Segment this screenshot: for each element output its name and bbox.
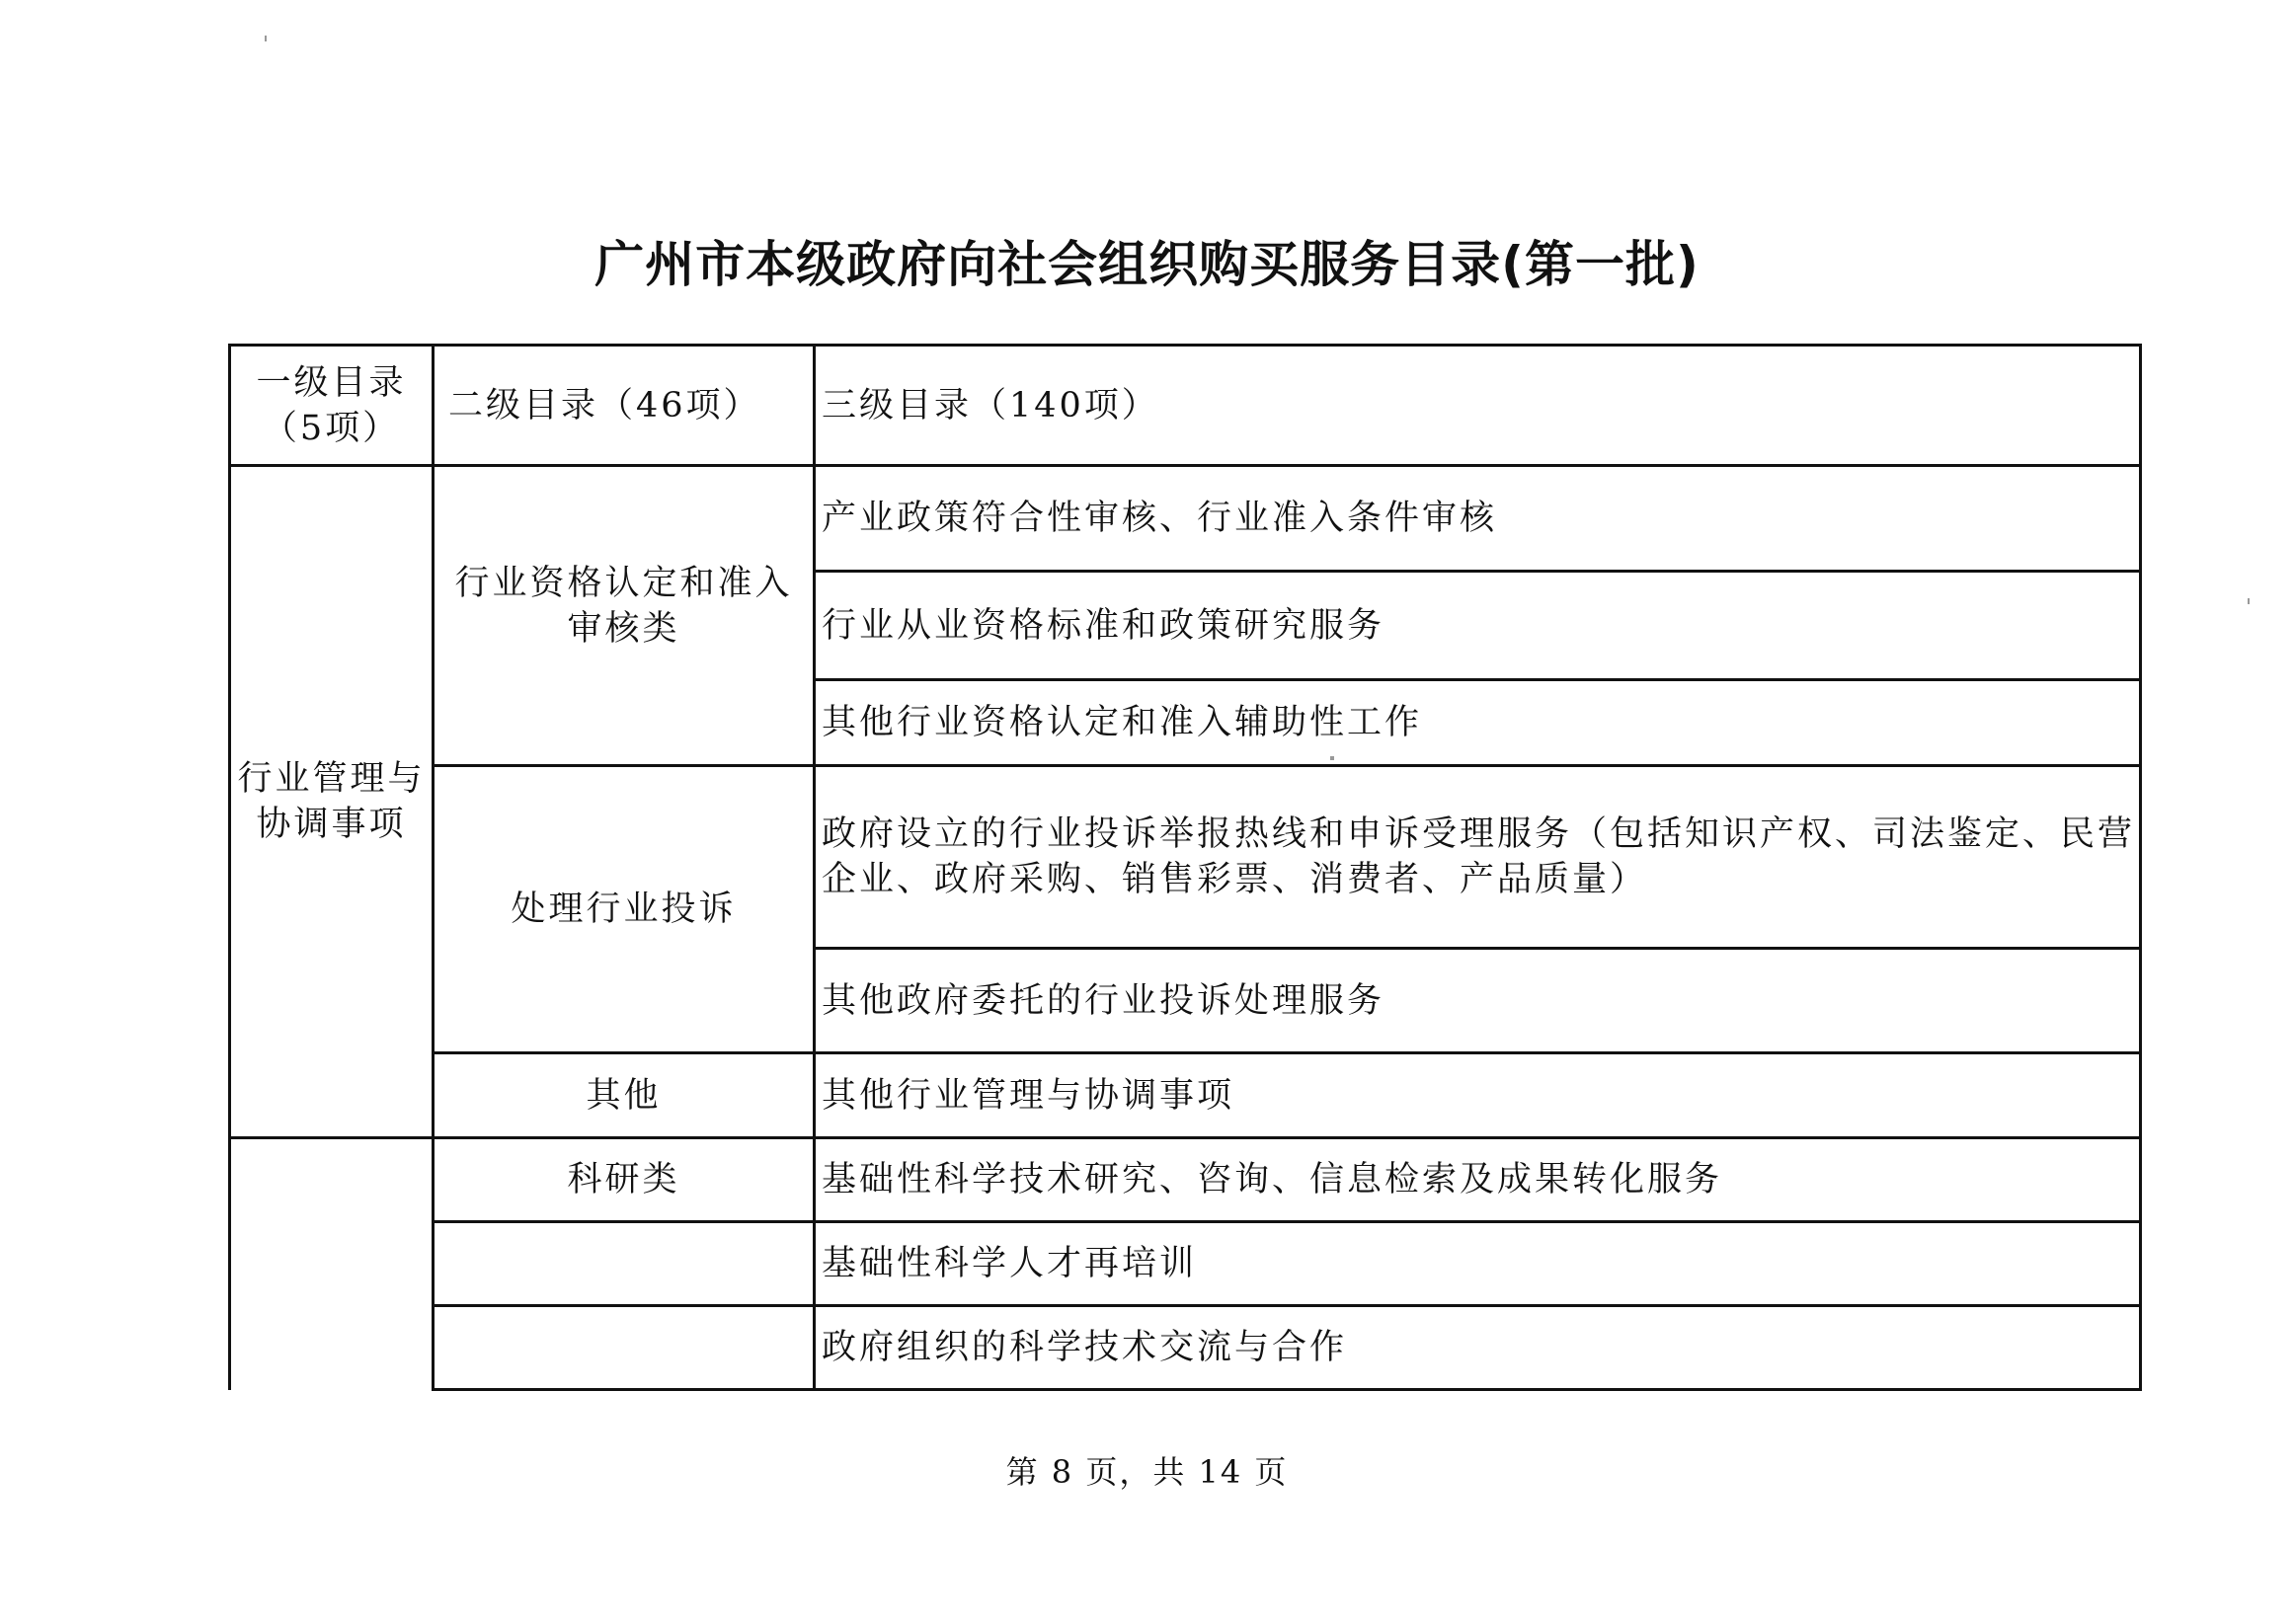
service-catalog-table (228, 344, 2142, 1391)
document-title: 广州市本级政府向社会组织购买服务目录(第一批) (594, 236, 1700, 293)
level3-cell: 基础性科学技术研究、咨询、信息检索及成果转化服务 (815, 1138, 2141, 1222)
level2-cell-other: 其他 (434, 1053, 815, 1138)
level3-cell: 政府组织的科学技术交流与合作 (815, 1306, 2141, 1390)
scan-speck (265, 36, 267, 41)
level3-cell: 其他行业管理与协调事项 (815, 1053, 2141, 1138)
table-row (230, 1222, 2141, 1306)
table-row (230, 1306, 2141, 1390)
level2-cell-empty (434, 1222, 815, 1306)
table-row (230, 466, 2141, 572)
table-row (230, 1138, 2141, 1222)
level3-cell: 行业从业资格标准和政策研究服务 (815, 572, 2141, 680)
level1-cell-industry-management: 行业管理与协调事项 (230, 466, 434, 1138)
level2-cell-empty (434, 1306, 815, 1390)
header-level3: 三级目录（140项） (815, 346, 2141, 466)
level2-cell-research: 科研类 (434, 1138, 815, 1222)
level2-cell-industry-complaints: 处理行业投诉 (434, 766, 815, 1053)
table-row (230, 1053, 2141, 1138)
scan-speck (2248, 598, 2250, 604)
scan-speck (1330, 756, 1334, 760)
header-level2: 二级目录（46项） (434, 346, 815, 466)
level3-cell: 其他政府委托的行业投诉处理服务 (815, 949, 2141, 1053)
page-number: 第 8 页，共 14 页 (1005, 1453, 1289, 1491)
level2-cell-qualification-review: 行业资格认定和准入审核类 (434, 466, 815, 766)
level1-cell-empty (230, 1138, 434, 1390)
level3-cell: 政府设立的行业投诉举报热线和申诉受理服务（包括知识产权、司法鉴定、民营企业、政府采购、销售彩票、消费者、产品质量） (815, 766, 2141, 949)
table-row (230, 766, 2141, 949)
level3-cell: 基础性科学人才再培训 (815, 1222, 2141, 1306)
table-header-row (230, 346, 2141, 466)
level3-cell: 产业政策符合性审核、行业准入条件审核 (815, 466, 2141, 572)
level3-cell: 其他行业资格认定和准入辅助性工作 (815, 680, 2141, 766)
header-level1: 一级目录（5项） (230, 346, 434, 466)
